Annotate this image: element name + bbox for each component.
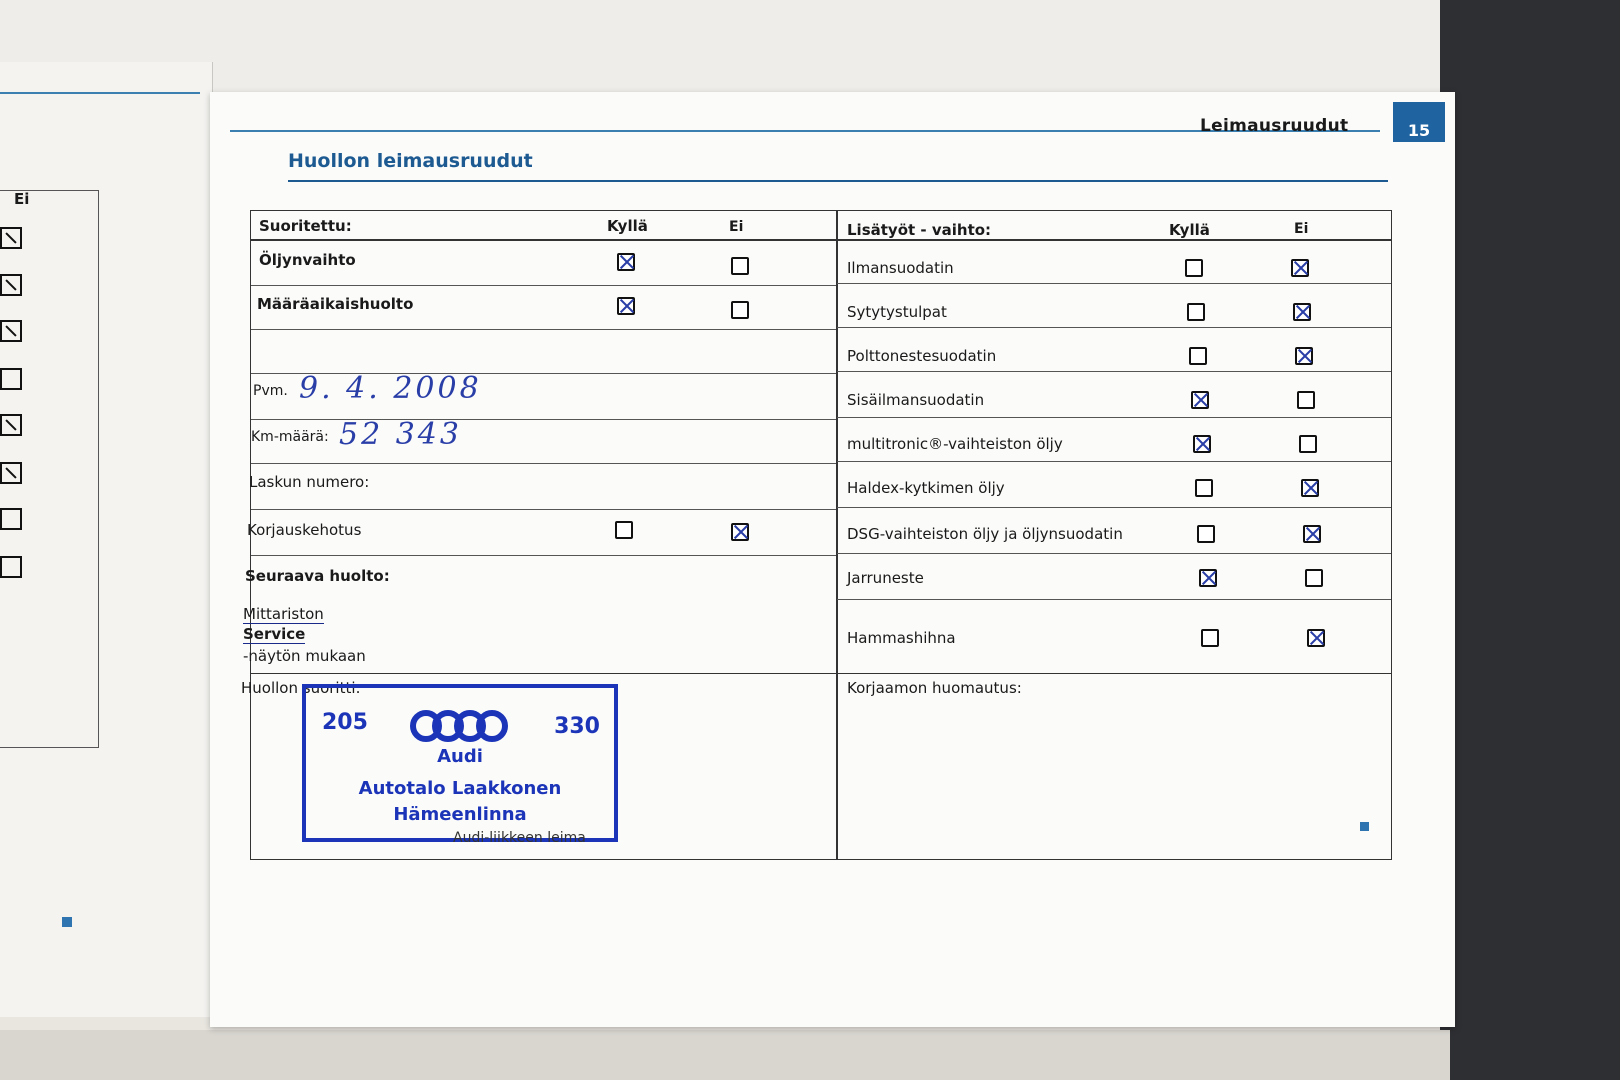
air-filter-no-checkbox[interactable] xyxy=(1291,259,1309,277)
right-header-label: Lisätyöt - vaihto: xyxy=(847,221,992,239)
row-label-air-filter: Ilmansuodatin xyxy=(847,259,954,277)
row-line xyxy=(837,283,1391,284)
remarks-label: Korjaamon huomautus: xyxy=(847,679,1022,697)
row-label-scheduled-service: Määräaikaishuolto xyxy=(257,295,414,313)
scheduled-service-yes-checkbox[interactable] xyxy=(617,297,635,315)
page-number: 15 xyxy=(1393,102,1445,142)
row-label-brake-fluid: Jarruneste xyxy=(847,569,924,587)
stamp-brand: Audi xyxy=(437,746,483,767)
audi-rings-logo xyxy=(410,706,510,746)
left-page-checkbox xyxy=(0,414,22,436)
left-page-checkbox xyxy=(0,368,22,390)
header-rule xyxy=(837,239,1391,241)
left-header-label: Suoritettu: xyxy=(259,217,352,235)
oil-change-yes-checkbox[interactable] xyxy=(617,253,635,271)
row-label-oil-change: Öljynvaihto xyxy=(259,251,356,269)
left-page-checkbox xyxy=(0,227,22,249)
row-label-dsg-oil: DSG-vaihteiston öljy ja öljynsuodatin xyxy=(847,525,1123,543)
brake-fluid-no-checkbox[interactable] xyxy=(1305,569,1323,587)
header-rule xyxy=(251,239,836,241)
stamp-dealer-city: Hämeenlinna xyxy=(393,804,527,825)
service-page xyxy=(210,92,1455,1027)
left-page-checkbox xyxy=(0,274,22,296)
next-service-line2: Service xyxy=(243,625,306,643)
dsg-oil-yes-checkbox[interactable] xyxy=(1197,525,1215,543)
table-divider xyxy=(836,211,838,859)
fuel-filter-no-checkbox[interactable] xyxy=(1295,347,1313,365)
scheduled-service-no-checkbox[interactable] xyxy=(731,301,749,319)
section-rule xyxy=(288,180,1388,182)
right-header-yes: Kyllä xyxy=(1169,221,1210,239)
left-page-checkbox xyxy=(0,556,22,578)
left-page xyxy=(0,62,213,1017)
timing-belt-yes-checkbox[interactable] xyxy=(1201,629,1219,647)
next-service-line1: Mittariston xyxy=(243,605,324,623)
row-line xyxy=(837,507,1391,508)
air-filter-yes-checkbox[interactable] xyxy=(1185,259,1203,277)
km-value: 52 343 xyxy=(339,417,462,452)
next-service-label: Seuraava huolto: xyxy=(245,567,390,585)
row-line xyxy=(251,673,1391,674)
date-value: 9. 4. 2008 xyxy=(299,371,482,406)
row-label-cabin-filter: Sisäilmansuodatin xyxy=(847,391,985,409)
dealer-stamp xyxy=(302,684,618,842)
brake-fluid-yes-checkbox[interactable] xyxy=(1199,569,1217,587)
dsg-oil-no-checkbox[interactable] xyxy=(1303,525,1321,543)
spark-plugs-no-checkbox[interactable] xyxy=(1293,303,1311,321)
repair-estimate-label: Korjauskehotus xyxy=(247,521,362,539)
row-label-spark-plugs: Sytytystulpat xyxy=(847,303,947,321)
left-page-column-header: Ei xyxy=(14,190,30,208)
left-page-checkbox xyxy=(0,320,22,342)
invoice-label: Laskun numero: xyxy=(249,473,370,491)
row-line xyxy=(837,371,1391,372)
row-line xyxy=(837,417,1391,418)
stamp-code-left: 205 xyxy=(322,710,368,735)
multitronic-oil-no-checkbox[interactable] xyxy=(1299,435,1317,453)
row-line xyxy=(251,329,836,330)
fuel-filter-yes-checkbox[interactable] xyxy=(1189,347,1207,365)
date-label: Pvm. xyxy=(253,383,288,399)
row-label-fuel-filter: Polttonestesuodatin xyxy=(847,347,997,365)
timing-belt-no-checkbox[interactable] xyxy=(1307,629,1325,647)
haldex-oil-yes-checkbox[interactable] xyxy=(1195,479,1213,497)
stamp-code-right: 330 xyxy=(554,714,600,739)
page-end-marker xyxy=(1360,822,1369,831)
cabin-filter-no-checkbox[interactable] xyxy=(1297,391,1315,409)
stamp-dealer-name: Autotalo Laakkonen xyxy=(358,778,562,799)
left-page-checkbox xyxy=(0,508,22,530)
left-page-rule xyxy=(0,92,200,94)
spark-plugs-yes-checkbox[interactable] xyxy=(1187,303,1205,321)
oil-change-no-checkbox[interactable] xyxy=(731,257,749,275)
background-bottom xyxy=(0,1030,1450,1080)
running-head: Leimausruudut xyxy=(1200,116,1349,136)
performed-by-label: Huollon suoritti: xyxy=(241,679,361,697)
repair-estimate-yes-checkbox[interactable] xyxy=(615,521,633,539)
repair-estimate-no-checkbox[interactable] xyxy=(731,523,749,541)
row-label-multitronic-oil: multitronic®-vaihteiston öljy xyxy=(847,435,1063,453)
row-line xyxy=(837,327,1391,328)
right-header-no: Ei xyxy=(1294,221,1309,237)
cabin-filter-yes-checkbox[interactable] xyxy=(1191,391,1209,409)
haldex-oil-no-checkbox[interactable] xyxy=(1301,479,1319,497)
row-line xyxy=(837,553,1391,554)
row-label-timing-belt: Hammashihna xyxy=(847,629,956,647)
row-label-haldex-oil: Haldex-kytkimen öljy xyxy=(847,479,1005,497)
left-header-no: Ei xyxy=(729,219,744,235)
row-line xyxy=(251,463,836,464)
multitronic-oil-yes-checkbox[interactable] xyxy=(1193,435,1211,453)
background-top xyxy=(0,0,1450,100)
left-header-yes: Kyllä xyxy=(607,217,648,235)
section-title: Huollon leimausruudut xyxy=(288,150,533,172)
row-line xyxy=(837,599,1391,600)
stamp-caption: Audi-liikkeen leima xyxy=(453,830,586,846)
left-page-marker xyxy=(62,917,72,927)
row-line xyxy=(251,509,836,510)
row-line xyxy=(251,285,836,286)
row-line xyxy=(837,461,1391,462)
km-label: Km-määrä: xyxy=(251,429,329,445)
row-line xyxy=(251,555,836,556)
logo-ring xyxy=(476,710,508,742)
next-service-line3: -näytön mukaan xyxy=(243,647,366,665)
background-right xyxy=(1440,0,1620,1080)
left-page-checkbox xyxy=(0,462,22,484)
